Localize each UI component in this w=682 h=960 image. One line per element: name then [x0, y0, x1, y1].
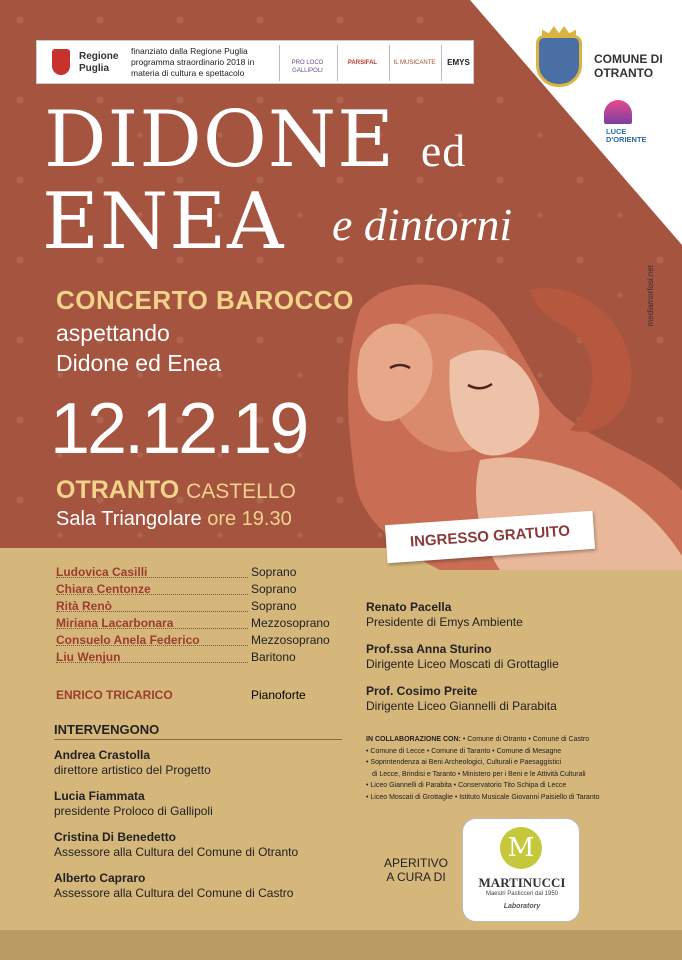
collab-line: • Soprintendenza ai Beni Archeologici, Culturali e Paesaggistici: [366, 759, 562, 766]
aperitivo-line-2: A CURA DI: [386, 870, 446, 884]
sponsor-musicante-logo: IL MUSICANTE: [389, 45, 439, 81]
lighthouse-icon: [604, 100, 632, 124]
cast-role: Mezzosoprano: [251, 616, 330, 630]
hall-name: Sala Triangolare: [56, 508, 202, 530]
speaker: [366, 684, 666, 714]
title-enea: ENEA: [42, 177, 285, 267]
cast-list: [56, 564, 356, 666]
footer-band: [0, 930, 682, 960]
speakers-right: [366, 600, 666, 726]
free-entry-label: INGRESSO GRATUITO: [409, 522, 571, 551]
speaker-role: Assessore alla Cultura del Comune di Castro: [54, 886, 294, 900]
speakers-left: [54, 748, 354, 912]
region-name: Regione Puglia: [79, 51, 119, 74]
event-place: [56, 476, 296, 505]
collaboration-list: [366, 734, 666, 803]
speaker-role: presidente Proloco di Gallipoli: [54, 804, 213, 818]
martinucci-tagline: Maestri Pasticceri dal 1950: [485, 891, 559, 897]
cast-name: Consuelo Anela Federico: [56, 632, 248, 646]
speaker: [54, 871, 354, 901]
aspettando-text: [56, 318, 221, 378]
comune-crest-icon: [536, 35, 582, 87]
title-ed: ed: [420, 125, 467, 176]
speaker-name: Lucia Fiammata: [54, 789, 145, 803]
pianist-role: Pianoforte: [251, 688, 306, 702]
funding-note: finanziato dalla Regione Puglia programma straordinario 2018 in materia di cultura e spettacolo: [131, 46, 255, 78]
collab-line: • Comune di Lecce • Comune di Taranto • Comune di Mesagne: [366, 747, 562, 755]
title-didone: DIDONE: [44, 95, 396, 185]
speaker-role: Presidente di Emys Ambiente: [366, 615, 523, 629]
cast-role: Soprano: [251, 582, 297, 596]
speaker-role: direttore artistico del Progetto: [54, 763, 211, 777]
martinucci-m-icon: M: [500, 827, 542, 869]
sponsor-emys-logo: EMYS: [441, 45, 475, 81]
cast-row: [56, 564, 356, 581]
pianist-row: [56, 687, 306, 703]
cast-role: Mezzosoprano: [251, 633, 330, 647]
cast-name: Ludovica Casilli: [56, 564, 248, 578]
cast-name: Rità Renò: [56, 598, 248, 612]
event-time: ore 19.30: [207, 508, 292, 530]
speaker-role: Assessore alla Cultura del Comune di Otranto: [54, 845, 299, 859]
luce-oriente-logo: LUCE D'ORIENTE: [606, 127, 647, 144]
cast-row: [56, 581, 356, 598]
speaker-name: Prof.ssa Anna Sturino: [366, 642, 492, 656]
cast-row: [56, 598, 356, 615]
collab-label: IN COLLABORAZIONE CON:: [366, 736, 461, 743]
cast-name: Miriana Lacarbonara: [56, 615, 248, 629]
cast-row: [56, 632, 356, 649]
speaker-name: Prof. Cosimo Preite: [366, 684, 478, 698]
speaker-role: Dirigente Liceo Moscati di Grottaglie: [366, 657, 559, 671]
collab-line: • Liceo Moscati di Grottaglie • Istituto Musicale Giovanni Paisiello di Taranto: [366, 793, 600, 801]
martinucci-name: MARTINUCCI: [478, 875, 566, 890]
credit-text: mediamorfosi.net: [646, 265, 655, 327]
cast-row: [56, 649, 356, 666]
speaker: [54, 789, 354, 819]
cast-role: Baritono: [251, 650, 296, 664]
collab-line: di Lecce, Brindisi e Taranto • Ministero per i Beni e le Attività Culturali: [372, 770, 586, 778]
cast-row: [56, 615, 356, 632]
concerto-heading: CONCERTO BAROCCO: [56, 285, 354, 315]
speaker-role: Dirigente Liceo Giannelli di Parabita: [366, 699, 557, 713]
title-subtitle: e dintorni: [332, 199, 513, 250]
sponsor-logo-box: [36, 40, 474, 84]
martinucci-logo: [462, 818, 580, 922]
aspettando-line-1: aspettando: [56, 320, 170, 346]
cast-role: Soprano: [251, 599, 297, 613]
sponsor-proloco-logo: PRO LOCO GALLIPOLI: [279, 45, 335, 81]
region-emblem-icon: [52, 49, 70, 75]
speaker-name: Andrea Crastolla: [54, 748, 151, 762]
speaker-name: Renato Pacella: [366, 600, 452, 614]
comune-name: COMUNE DI OTRANTO: [594, 52, 663, 80]
collab-line: • Liceo Giannelli di Parabita • Conservatorio Tito Schipa di Lecce: [366, 782, 567, 789]
collab-line: [366, 734, 666, 746]
aperitivo-line-1: APERITIVO: [383, 856, 448, 870]
speaker: [54, 748, 354, 778]
speaker: [366, 642, 666, 672]
speaker: [366, 600, 666, 630]
speaker-name: Alberto Capraro: [54, 871, 146, 885]
speaker-name: Cristina Di Benedetto: [54, 830, 177, 844]
pianist-name: ENRICO TRICARICO: [56, 688, 173, 702]
aspettando-line-2: Didone ed Enea: [56, 350, 221, 376]
collab-entry: • Comune di Otranto • Comune di Castro: [462, 736, 590, 743]
event-date: 12.12.19: [50, 389, 307, 469]
cast-name: Chiara Centonze: [56, 581, 248, 595]
intervengono-heading: INTERVENGONO: [54, 722, 342, 740]
event-city: OTRANTO: [56, 476, 180, 504]
aperitivo-text: [376, 856, 456, 884]
event-venue: CASTELLO: [186, 480, 296, 503]
event-hall: [56, 508, 292, 531]
cast-name: Liu Wenjun: [56, 649, 248, 663]
speaker: [54, 830, 354, 860]
sponsor-parsifal-logo: PARSIFAL: [337, 45, 387, 81]
cast-role: Soprano: [251, 565, 297, 579]
martinucci-lab: Laboratory: [503, 903, 541, 910]
